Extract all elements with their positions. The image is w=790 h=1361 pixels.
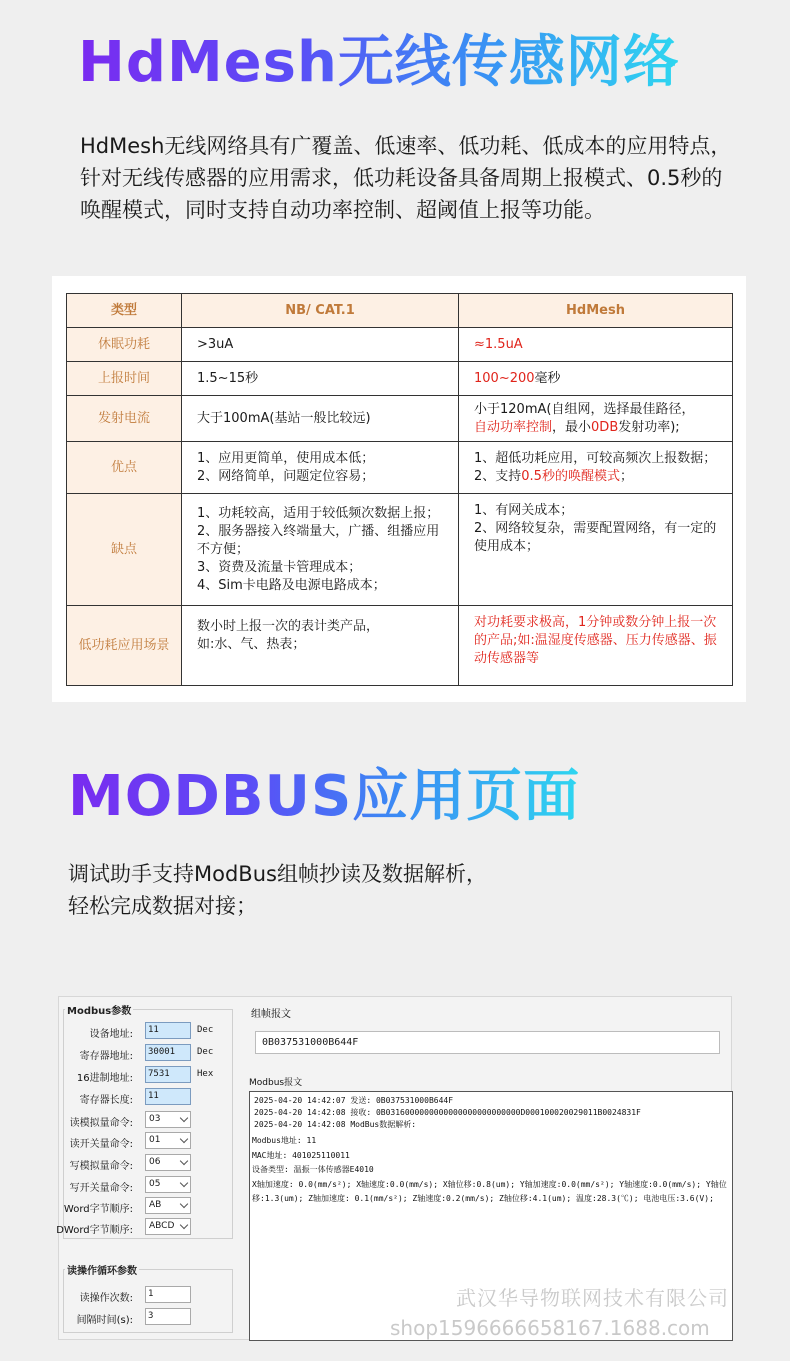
write-analog-select[interactable] [145, 1154, 191, 1171]
cell-hdmesh [459, 494, 733, 606]
device-address-input[interactable]: 11 [145, 1022, 191, 1039]
field-label: 读操作次数: [79, 1293, 133, 1304]
field-label: Word字节顺序: [63, 1204, 133, 1215]
cell-hdmesh-red: 0.5秒的唤醒模式 [521, 468, 620, 484]
cell-line: 数小时上报一次的表计类产品， [197, 619, 380, 634]
cell-line: 2、网络简单，问题定位容易； [197, 468, 375, 484]
row-label: 低功耗应用场景 [67, 606, 182, 686]
cell-nb [182, 494, 459, 606]
row-label: 优点 [67, 442, 182, 494]
field-device-address [59, 1022, 237, 1040]
select-value: 06 [149, 1157, 161, 1167]
cell-hdmesh [459, 362, 733, 396]
chevron-down-icon [180, 1135, 188, 1143]
log-line: Modbus地址: 11 [252, 1136, 317, 1145]
log-line: 2025-04-20 14:42:07 发送: 0B037531000B644F [254, 1096, 454, 1105]
log-line: 2025-04-20 14:42:08 接收: 0B0316000000000000000000000000D000100020029011B0024831F [254, 1108, 641, 1117]
cell-hdmesh-red: 0DB [591, 419, 619, 435]
select-value: 03 [149, 1114, 161, 1124]
log-line: 移:1.3(um); Z轴加速度: 0.1(mm/s²); Z轴速度:0.2(mm/s); Z轴位移:4.1(um); 温度:28.3(℃); 电池电压:3.6(V); [252, 1194, 714, 1203]
cell-hdmesh-rest: 毫秒 [534, 370, 561, 386]
loop-params-title: 读操作循环参数 [65, 1262, 139, 1277]
modbus-intro-paragraph [68, 858, 748, 922]
field-register-length [59, 1088, 237, 1106]
left-panel [56, 997, 237, 1341]
cell-hdmesh-red: 100~200 [474, 370, 535, 386]
read-count-input[interactable]: 1 [145, 1286, 191, 1303]
log-line: 设备类型: 温振一体传感器E4010 [252, 1165, 374, 1174]
cell-line: 1、功耗较高，适用于较低频次数据上报； [197, 505, 440, 521]
frame-title: 组帧报文 [251, 1009, 291, 1020]
cell-hdmesh: ≈1.5uA [459, 328, 733, 362]
comparison-table [66, 293, 733, 686]
field-label: 读开关量命令: [69, 1139, 133, 1150]
header-type: 类型 [67, 294, 182, 328]
cell-nb [182, 442, 459, 494]
table-header-row [67, 294, 733, 328]
table-row [67, 494, 733, 606]
modbus-params-title: Modbus参数 [65, 1002, 133, 1017]
cell-nb: 1.5~15秒 [182, 362, 459, 396]
select-value: AB [149, 1200, 162, 1210]
field-register-address [59, 1044, 237, 1062]
dword-order-select[interactable] [145, 1218, 191, 1235]
register-address-input[interactable]: 30001 [145, 1044, 191, 1061]
chevron-down-icon [180, 1114, 188, 1122]
table-row [67, 362, 733, 396]
table-row [67, 606, 733, 686]
section-title-hdmesh: HdMesh无线传感网络 [78, 28, 680, 98]
select-read-switch [59, 1132, 237, 1150]
select-value: 01 [149, 1135, 161, 1145]
row-label: 缺点 [67, 494, 182, 606]
cell-nb [182, 606, 459, 686]
chevron-down-icon [180, 1221, 188, 1229]
field-interval [59, 1308, 237, 1326]
field-read-count [59, 1286, 237, 1304]
field-label: 写模拟量命令: [69, 1161, 133, 1172]
cell-hdmesh: 对功耗要求极高，1分钟或数分钟上报一次的产品;如:温湿度传感器、压力传感器、振动传感器等 [459, 606, 733, 686]
cell-hdmesh [459, 442, 733, 494]
field-label: 寄存器长度: [79, 1095, 133, 1106]
select-write-analog [59, 1154, 237, 1172]
hdmesh-intro-paragraph: HdMesh无线网络具有广覆盖、低速率、低功耗、低成本的应用特点，针对无线传感器的应用需求，低功耗设备具备周期上报模式、0.5秒的唤醒模式，同时支持自动功率控制、超阈值上报等功能。 [80, 134, 732, 222]
field-label: DWord字节顺序: [56, 1225, 133, 1236]
cell-line: 2、网络较复杂，需要配置网络，有一定的使用成本； [474, 521, 717, 554]
field-unit: Dec [197, 1047, 214, 1057]
cell-line: 小于120mA(自组网，选择最佳路径， [474, 401, 695, 417]
watermark-url: shop1596666658167.1688.com [390, 1316, 710, 1340]
field-label: 写开关量命令: [69, 1183, 133, 1194]
chevron-down-icon [180, 1200, 188, 1208]
field-unit: Dec [197, 1025, 214, 1035]
interval-input[interactable]: 3 [145, 1308, 191, 1325]
header-nb: NB/ CAT.1 [182, 294, 459, 328]
field-label: 间隔时间(s): [76, 1315, 133, 1326]
select-value: ABCD [149, 1221, 175, 1231]
log-line: 2025-04-20 14:42:08 ModBus数据解析: [254, 1120, 417, 1129]
row-label: 发射电流 [67, 396, 182, 442]
field-unit: Hex [197, 1069, 214, 1079]
table-row [67, 396, 733, 442]
read-analog-select[interactable] [145, 1111, 191, 1128]
cell-line: 2、服务器接入终端量大，广播、组播应用不方便； [197, 523, 440, 557]
paragraph-line: 调试助手支持ModBus组帧抄读及数据解析， [68, 862, 487, 886]
hex-address-input[interactable]: 7531 [145, 1066, 191, 1083]
cell-line [474, 468, 722, 486]
field-label: 16进制地址: [76, 1073, 133, 1084]
select-dword-order [56, 1218, 237, 1236]
section-title-modbus: MODBUS应用页面 [68, 762, 580, 832]
register-length-input[interactable]: 11 [145, 1088, 191, 1105]
select-word-order [59, 1197, 237, 1215]
cell-hdmesh [459, 396, 733, 442]
cell-hdmesh-red: 自动功率控制 [474, 419, 553, 435]
log-line: X轴加速度: 0.0(mm/s²); X轴速度:0.0(mm/s); X轴位移:0.8(um); Y轴加速度:0.0(mm/s²); Y轴速度:0.0(mm/s); Y轴位 [252, 1180, 727, 1189]
row-label: 休眠功耗 [67, 328, 182, 362]
header-hdmesh: HdMesh [459, 294, 733, 328]
cell-text: 2、支持 [474, 468, 522, 484]
field-label: 读模拟量命令: [69, 1118, 133, 1129]
write-switch-select[interactable] [145, 1176, 191, 1193]
cell-line: 4、Sim卡电路及电源电路成本； [197, 577, 386, 593]
watermark-company: 武汉华导物联网技术有限公司 [456, 1286, 729, 1310]
table-row [67, 442, 733, 494]
word-order-select[interactable] [145, 1197, 191, 1214]
cell-text: ； [619, 468, 633, 484]
field-hex-address [59, 1066, 237, 1084]
row-label: 上报时间 [67, 362, 182, 396]
field-label: 寄存器地址: [79, 1051, 133, 1062]
select-read-analog [59, 1111, 237, 1129]
cell-text: 发射功率); [618, 419, 680, 435]
comparison-table-card [52, 276, 746, 702]
cell-line [474, 419, 722, 437]
chevron-down-icon [180, 1179, 188, 1187]
cell-line: 1、超低功耗应用，可较高频次上报数据； [474, 450, 717, 466]
read-switch-select[interactable] [145, 1132, 191, 1149]
cell-nb: 大于100mA(基站一般比较远) [182, 396, 459, 442]
chevron-down-icon [180, 1157, 188, 1165]
cell-line: 如:水、气、热表； [197, 637, 306, 652]
select-write-switch [59, 1176, 237, 1194]
cell-line: 1、有网关成本； [474, 503, 574, 518]
select-value: 05 [149, 1179, 161, 1189]
log-title: Modbus报文 [249, 1078, 303, 1088]
field-label: 设备地址: [89, 1029, 133, 1040]
cell-line: 3、资费及流量卡管理成本； [197, 559, 362, 575]
cell-nb: >3uA [182, 328, 459, 362]
log-line: MAC地址: 401025110011 [252, 1151, 350, 1160]
cell-text: ，最小 [552, 419, 592, 435]
table-row [67, 328, 733, 362]
cell-line: 1、应用更简单，使用成本低； [197, 450, 375, 466]
frame-output-field[interactable]: 0B037531000B644F [255, 1031, 720, 1054]
paragraph-line: 轻松完成数据对接； [68, 894, 257, 918]
